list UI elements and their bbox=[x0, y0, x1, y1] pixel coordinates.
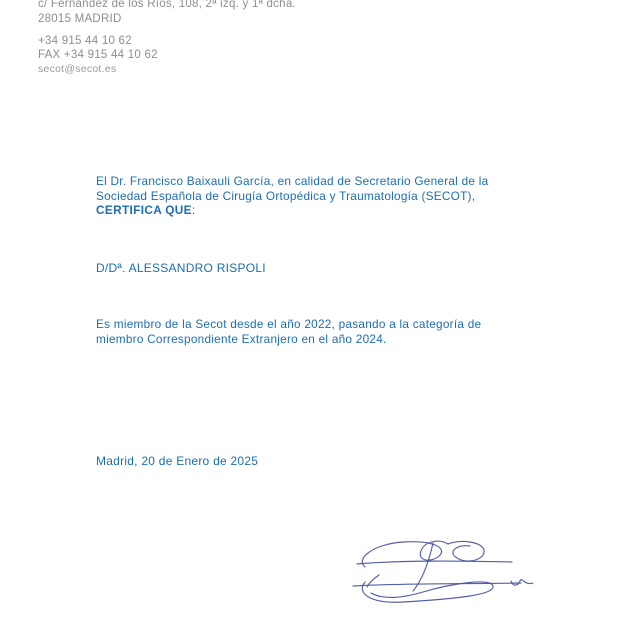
address-line-1: c/ Fernández de los Ríos, 108, 2ª izq. y 1ª dcha. bbox=[38, 0, 296, 10]
phone-number: +34 915 44 10 62 bbox=[38, 35, 132, 47]
address-line-2: 28015 MADRID bbox=[38, 12, 122, 25]
letterhead-contact-block bbox=[38, 0, 296, 77]
intro-paragraph bbox=[96, 174, 488, 218]
membership-line-1: Es miembro de la Secot desde el año 2022, pasando a la categoría de bbox=[96, 317, 482, 331]
signature-svg bbox=[343, 531, 563, 613]
certifica-que-bold: CERTIFICA QUE bbox=[96, 203, 192, 218]
fax-number: FAX +34 915 44 10 62 bbox=[38, 48, 158, 61]
membership-paragraph bbox=[96, 317, 481, 346]
date-line: Madrid, 20 de Enero de 2025 bbox=[96, 454, 259, 468]
email-address: secot@secot.es bbox=[38, 63, 117, 75]
address-block bbox=[38, 0, 296, 26]
signature-scribble bbox=[343, 531, 563, 613]
certifica-que-colon: : bbox=[191, 203, 196, 218]
contact-block bbox=[38, 35, 296, 77]
membership-line-2: miembro Correspondiente Extranjero en el año 2024. bbox=[96, 331, 387, 346]
intro-line-1: El Dr. Francisco Baixauli García, en calidad de Secretario General de la bbox=[96, 174, 489, 188]
intro-line-2: Sociedad Española de Cirugía Ortopédica y Traumatología (SECOT), bbox=[96, 188, 476, 203]
member-name: D/Dª. ALESSANDRO RISPOLI bbox=[96, 261, 266, 275]
